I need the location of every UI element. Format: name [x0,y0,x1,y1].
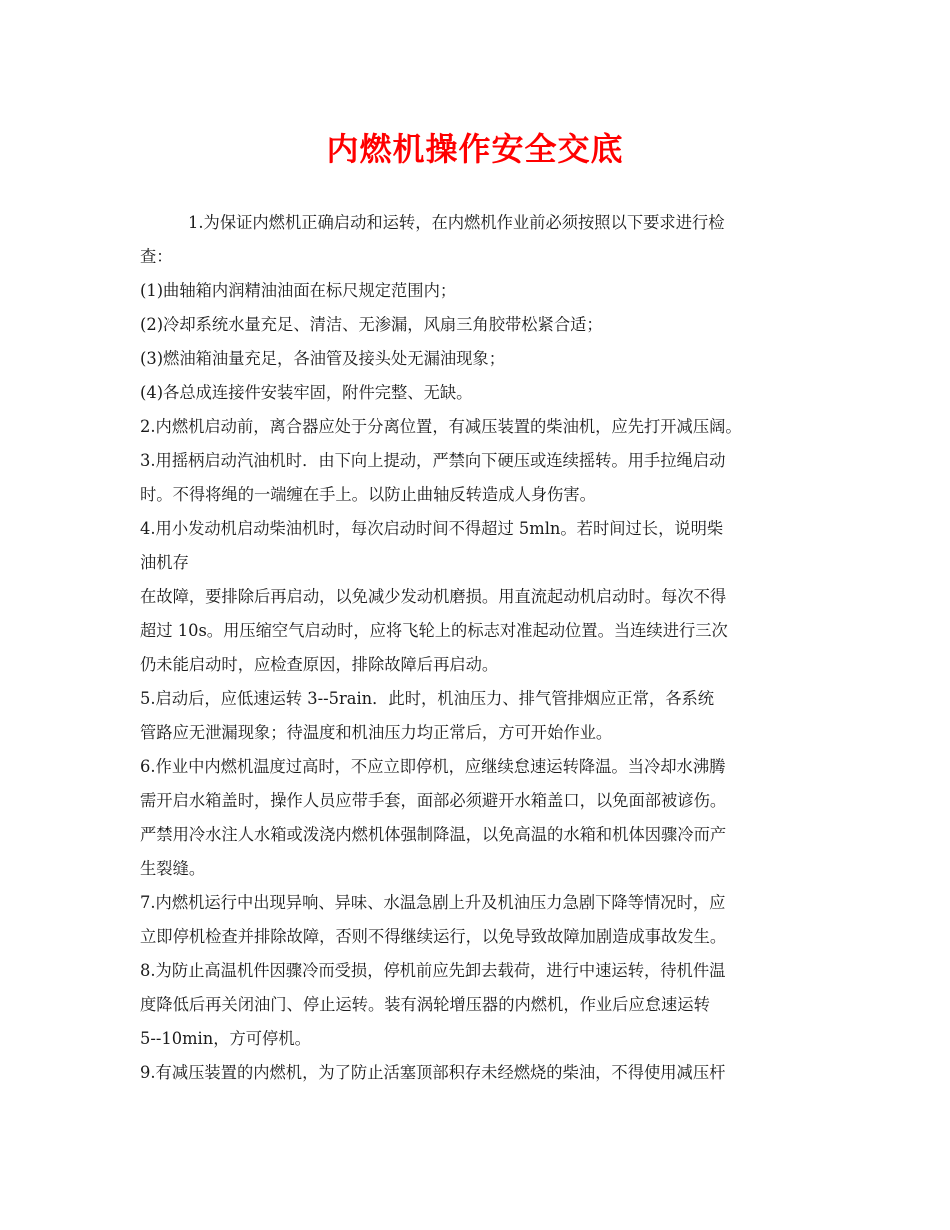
paragraph-line: (3)燃油箱油量充足，各油管及接头处无漏油现象； [140,349,505,368]
paragraph-line: 严禁用冷水注人水箱或泼浇内燃机体强制降温，以免高温的水箱和机体因骤冷而产 [140,825,727,844]
paragraph-line: 3.用摇柄启动汽油机时．由下向上提动，严禁向下硬压或连续摇转。用手拉绳启动 [140,451,726,470]
paragraph-line: 5--10min，方可停机。 [140,1029,311,1048]
paragraph-line: 6.作业中内燃机温度过高时，不应立即停机，应继续怠速运转降温。当冷却水沸腾 [140,757,726,776]
paragraph-line: 查： [140,247,173,266]
paragraph-line: 2.内燃机启动前，离合器应处于分离位置，有减压装置的柴油机，应先打开减压阔。 [140,417,742,436]
paragraph-line: (1)曲轴箱内润精油油面在标尺规定范围内； [140,281,457,300]
paragraph-line: 7.内燃机运行中出现异响、异味、水温急剧上升及机油压力急剧下降等情况时，应 [140,893,726,912]
paragraph-line: 8.为防止高温机件因骤冷而受损，停机前应先卸去载荷，进行中速运转，待机件温 [140,961,726,980]
paragraph-line: (4)各总成连接件安装牢固，附件完整、无缺。 [140,383,473,402]
paragraph-line: 4.用小发动机启动柴油机时，每次启动时间不得超过 5mln。若时间过长，说明柴 [140,519,724,538]
paragraph-line: 生裂缝。 [140,859,206,878]
paragraph-line: 9.有减压装置的内燃机，为了防止活塞顶部积存未经燃烧的柴油，不得使用减压杆 [140,1063,726,1082]
paragraph-line: 超过 10s。用压缩空气启动时，应将飞轮上的标志对准起动位置。当连续进行三次 [140,621,728,640]
paragraph-line: 油机存 [140,553,189,572]
paragraph-line: 立即停机检查并排除故障，否则不得继续运行，以免导致故障加剧造成事故发生。 [140,927,727,946]
document-title: 内燃机操作安全交底 [326,130,624,168]
paragraph-line: (2)冷却系统水量充足、清洁、无渗漏，风扇三角胶带松紧合适； [140,315,603,334]
paragraph-line: 管路应无泄漏现象；待温度和机油压力均正常后，方可开始作业。 [140,723,613,742]
paragraph-line: 度降低后再关闭油门、停止运转。装有涡轮增压器的内燃机，作业后应怠速运转 [140,995,710,1014]
paragraph-line: 仍未能启动时，应检查原因，排除故障后再启动。 [140,655,499,674]
paragraph-line: 1.为保证内燃机正确启动和运转，在内燃机作业前必须按照以下要求进行检 [188,213,725,232]
document-body [140,206,820,1090]
paragraph-line: 在故障，要排除后再启动，以免减少发动机磨损。用直流起动机启动时。每次不得 [140,587,727,606]
paragraph-line: 时。不得将绳的一端缠在手上。以防止曲轴反转造成人身伤害。 [140,485,596,504]
paragraph-line: 5.启动后，应低速运转 3--5rain．此时，机油压力、排气管排烟应正常，各系统 [140,689,715,708]
paragraph-line: 需开启水箱盖时，操作人员应带手套，面部必须避开水箱盖口，以免面部被谚伤。 [140,791,727,810]
